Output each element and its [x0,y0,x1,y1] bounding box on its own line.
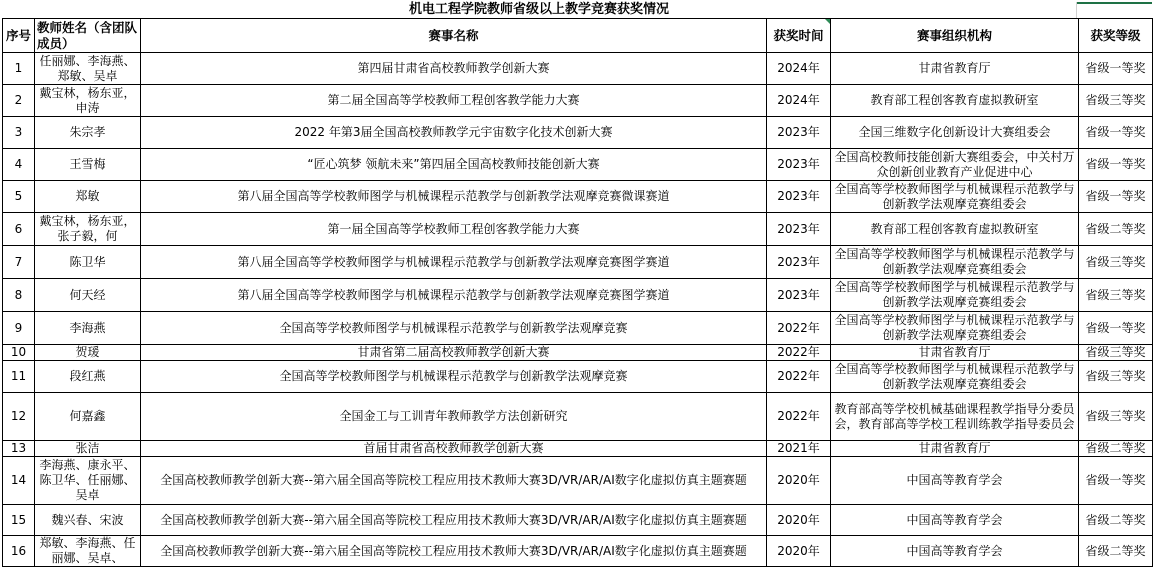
cell-level[interactable]: 省级一等奖 [1079,181,1153,213]
cell-event[interactable]: 全国高校教师教学创新大赛--第六届全国高等院校工程应用技术教师大赛3D/VR/AR/AI数字化虚拟仿真主题赛题 [141,505,767,536]
cell-event[interactable]: 首届甘肃省高校教师教学创新大赛 [141,441,767,457]
cell-level[interactable]: 省级三等奖 [1079,279,1153,312]
cell-level[interactable]: 省级一等奖 [1079,53,1153,85]
table-row [3,505,1153,536]
cell-org[interactable]: 全国高等学校教师图学与机械课程示范教学与创新教学法观摩竞赛组委会 [831,361,1079,393]
cell-year[interactable]: 2023年 [767,149,831,181]
cell-level[interactable]: 省级三等奖 [1079,246,1153,279]
table-row [3,181,1153,213]
table-row [3,85,1153,117]
cell-teacher[interactable]: 段红燕 [35,361,141,393]
cell-event[interactable]: 全国高等学校教师图学与机械课程示范教学与创新教学法观摩竞赛 [141,312,767,345]
cell-year[interactable]: 2022年 [767,345,831,361]
cell-teacher[interactable]: 朱宗孝 [35,117,141,149]
cell-org[interactable]: 中国高等教育学会 [831,536,1079,567]
cell-org[interactable]: 甘肃省教育厅 [831,53,1079,85]
cell-year[interactable]: 2020年 [767,505,831,536]
cell-no[interactable]: 12 [3,393,35,441]
cell-org[interactable]: 甘肃省教育厅 [831,441,1079,457]
title-row [2,2,1152,18]
table-row [3,279,1153,312]
cell-teacher[interactable]: 张洁 [35,441,141,457]
cell-org[interactable]: 全国高校教师技能创新大赛组委会，中关村万众创新创业教育产业促进中心 [831,149,1079,181]
table-row [3,312,1153,345]
cell-event[interactable]: 第二届全国高等学校教师工程创客教学能力大赛 [141,85,767,117]
cell-event[interactable]: 全国高等学校教师图学与机械课程示范教学与创新教学法观摩竞赛 [141,361,767,393]
cell-year[interactable]: 2023年 [767,246,831,279]
col-header-no[interactable]: 序号 [3,19,35,53]
cell-no[interactable]: 14 [3,457,35,505]
col-header-level[interactable]: 获奖等级 [1079,19,1153,53]
cell-org[interactable]: 全国高等学校教师图学与机械课程示范教学与创新教学法观摩竞赛组委会 [831,312,1079,345]
cell-no[interactable]: 6 [3,213,35,246]
table-row [3,441,1153,457]
table-row [3,213,1153,246]
cell-year[interactable]: 2020年 [767,536,831,567]
cell-event[interactable]: 全国高校教师教学创新大赛--第六届全国高等院校工程应用技术教师大赛3D/VR/AR/AI数字化虚拟仿真主题赛题 [141,536,767,567]
cell-org[interactable]: 甘肃省教育厅 [831,345,1079,361]
cell-level[interactable]: 省级三等奖 [1079,361,1153,393]
cell-org[interactable]: 中国高等教育学会 [831,457,1079,505]
cell-no[interactable]: 11 [3,361,35,393]
cell-event[interactable]: 第八届全国高等学校教师图学与机械课程示范教学与创新教学法观摩竞赛图学赛道 [141,246,767,279]
cell-year[interactable]: 2023年 [767,117,831,149]
cell-org[interactable]: 中国高等教育学会 [831,505,1079,536]
cell-event[interactable]: 全国高校教师教学创新大赛--第六届全国高等院校工程应用技术教师大赛3D/VR/AR/AI数字化虚拟仿真主题赛题 [141,457,767,505]
cell-teacher[interactable]: 陈卫华 [35,246,141,279]
cell-no[interactable]: 5 [3,181,35,213]
table-row [3,457,1153,505]
cell-level[interactable]: 省级三等奖 [1079,393,1153,441]
cell-no[interactable]: 3 [3,117,35,149]
table-row [3,536,1153,567]
cell-no[interactable]: 9 [3,312,35,345]
cell-year[interactable]: 2024年 [767,53,831,85]
cell-level[interactable]: 省级三等奖 [1079,85,1153,117]
cell-event[interactable]: 第一届全国高等学校教师工程创客教学能力大赛 [141,213,767,246]
cell-event[interactable]: 2022 年第3届全国高校教师教学元宇宙数字化技术创新大赛 [141,117,767,149]
cell-org[interactable]: 教育部工程创客教育虚拟教研室 [831,213,1079,246]
cell-level[interactable]: 省级二等奖 [1079,441,1153,457]
cell-org[interactable]: 教育部工程创客教育虚拟教研室 [831,85,1079,117]
header-row [3,19,1153,53]
cell-teacher[interactable]: 魏兴春、宋波 [35,505,141,536]
comment-indicator-icon [825,19,830,24]
cell-year[interactable]: 2023年 [767,181,831,213]
cell-org[interactable]: 全国高等学校教师图学与机械课程示范教学与创新教学法观摩竞赛组委会 [831,246,1079,279]
cell-year[interactable]: 2022年 [767,361,831,393]
cell-year[interactable]: 2022年 [767,312,831,345]
cell-year[interactable]: 2020年 [767,457,831,505]
cell-no[interactable]: 13 [3,441,35,457]
cell-org[interactable]: 全国高等学校教师图学与机械课程示范教学与创新教学法观摩竞赛组委会 [831,181,1079,213]
cell-level[interactable]: 省级二等奖 [1079,213,1153,246]
sheet-title[interactable]: 机电工程学院教师省级以上教学竞赛获奖情况 [2,2,1077,18]
cell-no[interactable]: 4 [3,149,35,181]
cell-teacher[interactable]: 任丽娜、李海燕、郑敏、吴卓 [35,53,141,85]
cell-teacher[interactable]: 郑敏、李海燕、任丽娜、吴卓、 [35,536,141,567]
cell-teacher[interactable]: 郑敏 [35,181,141,213]
cell-year[interactable]: 2024年 [767,85,831,117]
cell-teacher[interactable]: 戴宝林，杨东亚，申涛 [35,85,141,117]
cell-event[interactable]: 第八届全国高等学校教师图学与机械课程示范教学与创新教学法观摩竞赛微课赛道 [141,181,767,213]
col-header-event[interactable]: 赛事名称 [141,19,767,53]
cell-year[interactable]: 2023年 [767,279,831,312]
cell-event[interactable]: “匠心筑梦 领航未来”第四届全国高校教师技能创新大赛 [141,149,767,181]
cell-level[interactable]: 省级一等奖 [1079,457,1153,505]
cell-level[interactable]: 省级二等奖 [1079,505,1153,536]
cell-teacher[interactable]: 贺瑗 [35,345,141,361]
cell-level[interactable]: 省级二等奖 [1079,536,1153,567]
cell-year[interactable]: 2022年 [767,393,831,441]
cell-no[interactable]: 8 [3,279,35,312]
awards-table [2,18,1153,567]
cell-event[interactable]: 第八届全国高等学校教师图学与机械课程示范教学与创新教学法观摩竞赛图学赛道 [141,279,767,312]
table-row [3,149,1153,181]
cell-no[interactable]: 10 [3,345,35,361]
table-row [3,53,1153,85]
cell-org[interactable]: 全国三维数字化创新设计大赛组委会 [831,117,1079,149]
table-row [3,393,1153,441]
cell-org[interactable]: 教育部高等学校机械基础课程教学指导分委员会，教育部高等学校工程训练教学指导委员会 [831,393,1079,441]
selected-cell[interactable] [1077,2,1152,18]
col-header-year[interactable]: 获奖时间 [767,19,831,53]
cell-no[interactable]: 16 [3,536,35,567]
cell-year[interactable]: 2021年 [767,441,831,457]
cell-no[interactable]: 1 [3,53,35,85]
cell-teacher[interactable]: 王雪梅 [35,149,141,181]
cell-level[interactable]: 省级一等奖 [1079,117,1153,149]
cell-event[interactable]: 全国金工与工训青年教师教学方法创新研究 [141,393,767,441]
cell-level[interactable]: 省级一等奖 [1079,149,1153,181]
table-row [3,345,1153,361]
cell-teacher[interactable]: 戴宝林，杨东亚，张子毅，何 [35,213,141,246]
spreadsheet [2,2,1152,567]
cell-year[interactable]: 2023年 [767,213,831,246]
cell-teacher[interactable]: 李海燕、康永平、陈卫华、任丽娜、吴卓 [35,457,141,505]
cell-org[interactable]: 全国高等学校教师图学与机械课程示范教学与创新教学法观摩竞赛组委会 [831,279,1079,312]
cell-no[interactable]: 2 [3,85,35,117]
table-row [3,117,1153,149]
table-row [3,246,1153,279]
cell-event[interactable]: 第四届甘肃省高校教师教学创新大赛 [141,53,767,85]
table-row [3,361,1153,393]
cell-no[interactable]: 15 [3,505,35,536]
col-header-org[interactable]: 赛事组织机构 [831,19,1079,53]
col-header-teacher[interactable]: 教师姓名（含团队成员） [35,19,141,53]
cell-teacher[interactable]: 何天经 [35,279,141,312]
cell-event[interactable]: 甘肃省第二届高校教师教学创新大赛 [141,345,767,361]
cell-teacher[interactable]: 何嘉鑫 [35,393,141,441]
cell-teacher[interactable]: 李海燕 [35,312,141,345]
cell-level[interactable]: 省级三等奖 [1079,345,1153,361]
cell-level[interactable]: 省级一等奖 [1079,312,1153,345]
cell-no[interactable]: 7 [3,246,35,279]
